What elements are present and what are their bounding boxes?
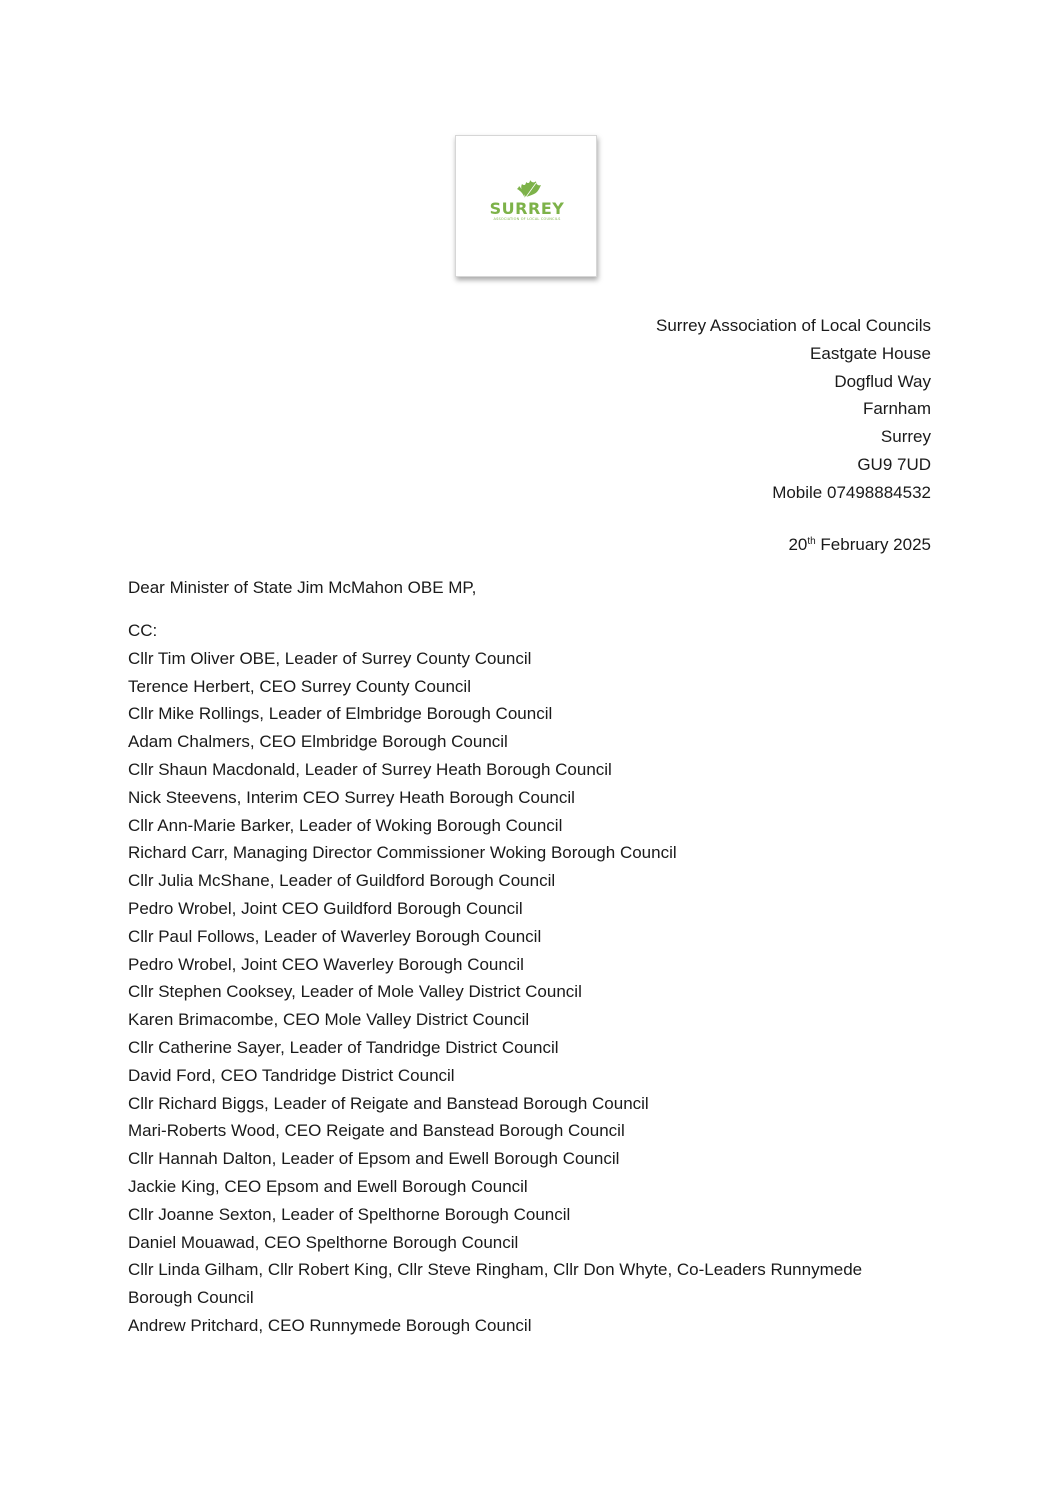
address-line: Farnham — [862, 399, 931, 419]
cc-recipient: Pedro Wrobel, Joint CEO Guildford Borough Council — [128, 898, 523, 918]
cc-recipient: Richard Carr, Managing Director Commissioner Woking Borough Council — [128, 843, 677, 863]
cc-recipient: Cllr Catherine Sayer, Leader of Tandridge District Council — [128, 1037, 559, 1057]
address-line: Surrey — [880, 427, 931, 447]
cc-recipient: Cllr Julia McShane, Leader of Guildford Borough Council — [128, 871, 556, 891]
cc-recipient: Nick Steevens, Interim CEO Surrey Heath Borough Council — [128, 787, 575, 807]
address-line: Dogflud Way — [834, 371, 931, 391]
cc-recipient: Pedro Wrobel, Joint CEO Waverley Borough Council — [128, 954, 524, 974]
logo-wordmark: SURREY — [489, 199, 565, 218]
cc-recipient: Terence Herbert, CEO Surrey County Council — [128, 676, 471, 696]
letter-date — [788, 533, 931, 557]
cc-recipient: Cllr Tim Oliver OBE, Leader of Surrey County Council — [128, 648, 532, 668]
address-line: Surrey Association of Local Councils — [656, 316, 931, 335]
cc-recipient: Cllr Linda Gilham, Cllr Robert King, Cllr Steve Ringham, Cllr Don Whyte, Co-Leaders Runnymede Borough Council — [128, 1260, 863, 1308]
date-day: 20 — [788, 535, 808, 554]
cc-heading: CC: — [128, 621, 158, 640]
address-line: Mobile 07498884532 — [772, 482, 931, 502]
cc-recipient: Jackie King, CEO Epsom and Ewell Borough Council — [128, 1176, 528, 1196]
cc-recipient: Mari-Roberts Wood, CEO Reigate and Banstead Borough Council — [128, 1121, 625, 1141]
cc-recipient: Andrew Pritchard, CEO Runnymede Borough Council — [128, 1315, 532, 1335]
cc-recipient: Cllr Richard Biggs, Leader of Reigate and Banstead Borough Council — [128, 1093, 649, 1113]
cc-recipient: Cllr Ann-Marie Barker, Leader of Woking Borough Council — [128, 815, 563, 835]
cc-recipient: Karen Brimacombe, CEO Mole Valley District Council — [128, 1010, 530, 1030]
sender-address — [656, 312, 931, 507]
cc-recipient: Daniel Mouawad, CEO Spelthorne Borough Council — [128, 1232, 519, 1252]
logo-subtitle: ASSOCIATION OF LOCAL COUNCILS — [493, 217, 561, 221]
cc-recipient: Cllr Shaun Macdonald, Leader of Surrey Heath Borough Council — [128, 759, 612, 779]
cc-recipient: Adam Chalmers, CEO Elmbridge Borough Council — [128, 732, 508, 752]
cc-recipient: Cllr Paul Follows, Leader of Waverley Borough Council — [128, 926, 542, 946]
cc-list — [128, 617, 918, 1340]
cc-recipient: David Ford, CEO Tandridge District Council — [128, 1065, 455, 1085]
cc-recipient: Cllr Stephen Cooksey, Leader of Mole Valley District Council — [128, 982, 582, 1002]
address-line: GU9 7UD — [857, 454, 931, 474]
association-logo — [455, 135, 597, 277]
date-ordinal-suffix: th — [807, 536, 816, 547]
cc-recipient: Cllr Mike Rollings, Leader of Elmbridge Borough Council — [128, 704, 553, 724]
cc-recipient: Cllr Hannah Dalton, Leader of Epsom and Ewell Borough Council — [128, 1149, 620, 1169]
cc-recipient: Cllr Joanne Sexton, Leader of Spelthorne Borough Council — [128, 1204, 571, 1224]
salutation: Dear Minister of State Jim McMahon OBE MP, — [128, 578, 477, 597]
date-month-year: February 2025 — [815, 535, 931, 554]
address-line: Eastgate House — [810, 343, 931, 363]
